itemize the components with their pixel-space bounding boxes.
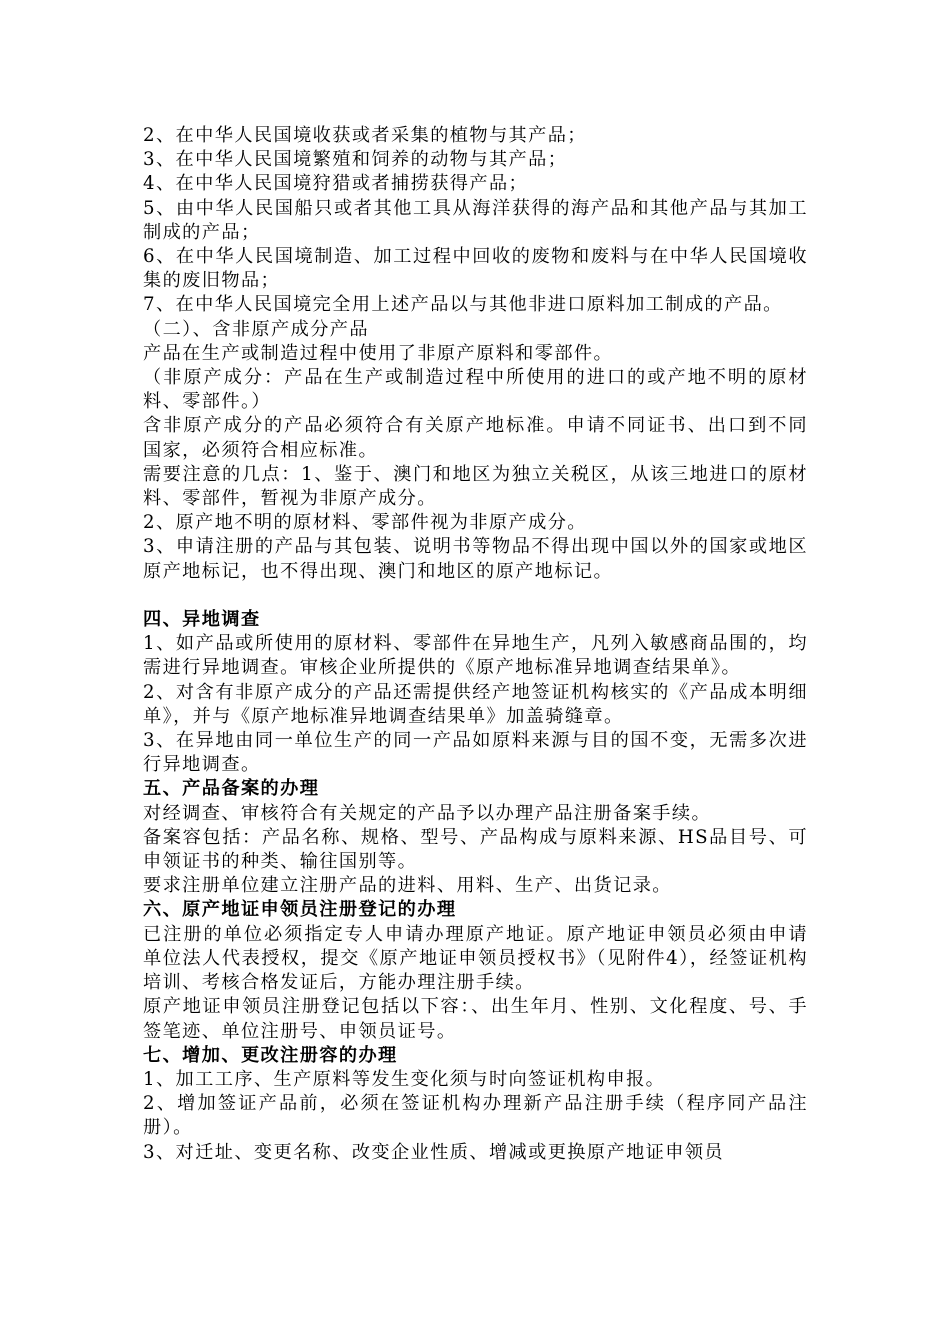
paragraph: 已注册的单位必须指定专人申请办理原产地证。原产地证申领员必须由申请单位法人代表授权，提交《原产地证申领员授权书》（见附件4），经签证机构培训、考核合格发证后，方能办理注册手续。	[143, 923, 808, 994]
paragraph: 原产地证申领员注册登记包括以下容：、出生年月、性别、文化程度、号、手签笔迹、单位注册号、申领员证号。	[143, 996, 808, 1042]
section-heading: 四、异地调查	[143, 609, 261, 631]
paragraph: 需要注意的几点：1、鉴于、澳门和地区为独立关税区，从该三地进口的原材料、零部件，暂视为非原产成分。	[143, 463, 808, 510]
paragraph: 6、在中华人民国境制造、加工过程中回收的废物和废料与在中华人民国境收集的废旧物品；	[143, 246, 808, 292]
paragraph: 4、在中华人民国境狩猎或者捕捞获得产品；	[143, 173, 529, 195]
paragraph: （二）、含非原产成分产品	[143, 318, 369, 340]
paragraph: 2、增加签证产品前，必须在签证机构办理新产品注册手续（程序同产品注册）。	[143, 1093, 808, 1139]
paragraph: 1、如产品或所使用的原材料、零部件在异地生产，凡列入敏感商品围的，均需进行异地调查。审核企业所提供的《原产地标准异地调查结果单》。	[143, 633, 808, 679]
paragraph: 3、申请注册的产品与其包装、说明书等物品不得出现中国以外的国家或地区原产地标记，也不得出现、澳门和地区的原产地标记。	[143, 536, 808, 582]
paragraph: 3、在中华人民国境繁殖和饲养的动物与其产品；	[143, 149, 568, 171]
section-heading: 六、原产地证申领员注册登记的办理	[143, 899, 457, 921]
paragraph: （非原产成分：产品在生产或制造过程中所使用的进口的或产地不明的原材料、零部件。）	[143, 367, 808, 413]
paragraph: 2、原产地不明的原材料、零部件视为非原产成分。	[143, 512, 587, 534]
paragraph: 2、对含有非原产成分的产品还需提供经产地签证机构核实的《产品成本明细单》，并与《原产地标准异地调查结果单》加盖骑缝章。	[143, 681, 808, 727]
paragraph: 1、加工工序、生产原料等发生变化须与时向签证机构申报。	[143, 1068, 666, 1090]
paragraph: 2、在中华人民国境收获或者采集的植物与其产品；	[143, 125, 587, 146]
paragraph: 7、在中华人民国境完全用上述产品以与其他非进口原料加工制成的产品。	[143, 294, 783, 316]
blank-line	[143, 584, 808, 608]
paragraph: 备案容包括：产品名称、规格、型号、产品构成与原料来源、HS品目号、可申领证书的种类、输往国别等。	[143, 826, 808, 873]
section-heading: 七、增加、更改注册容的办理	[143, 1044, 398, 1066]
paragraph: 5、由中华人民国船只或者其他工具从海洋获得的海产品和其他产品与其加工制成的产品；	[143, 197, 808, 243]
paragraph: 产品在生产或制造过程中使用了非原产原料和零部件。	[143, 342, 614, 364]
paragraph: 要求注册单位建立注册产品的进料、用料、生产、出货记录。	[143, 875, 672, 897]
paragraph: 含非原产成分的产品必须符合有关原产地标准。申请不同证书、出口到不同国家，必须符合相应标准。	[143, 415, 808, 461]
paragraph: 3、在异地由同一单位生产的同一产品如原料来源与目的国不变，无需多次进行异地调查。	[143, 730, 808, 776]
document-body	[143, 124, 808, 1165]
paragraph: 对经调查、审核符合有关规定的产品予以办理产品注册备案手续。	[143, 802, 712, 824]
paragraph: 3、对迁址、变更名称、改变企业性质、增减或更换原产地证申领员	[143, 1141, 725, 1163]
section-heading: 五、产品备案的办理	[143, 778, 320, 800]
